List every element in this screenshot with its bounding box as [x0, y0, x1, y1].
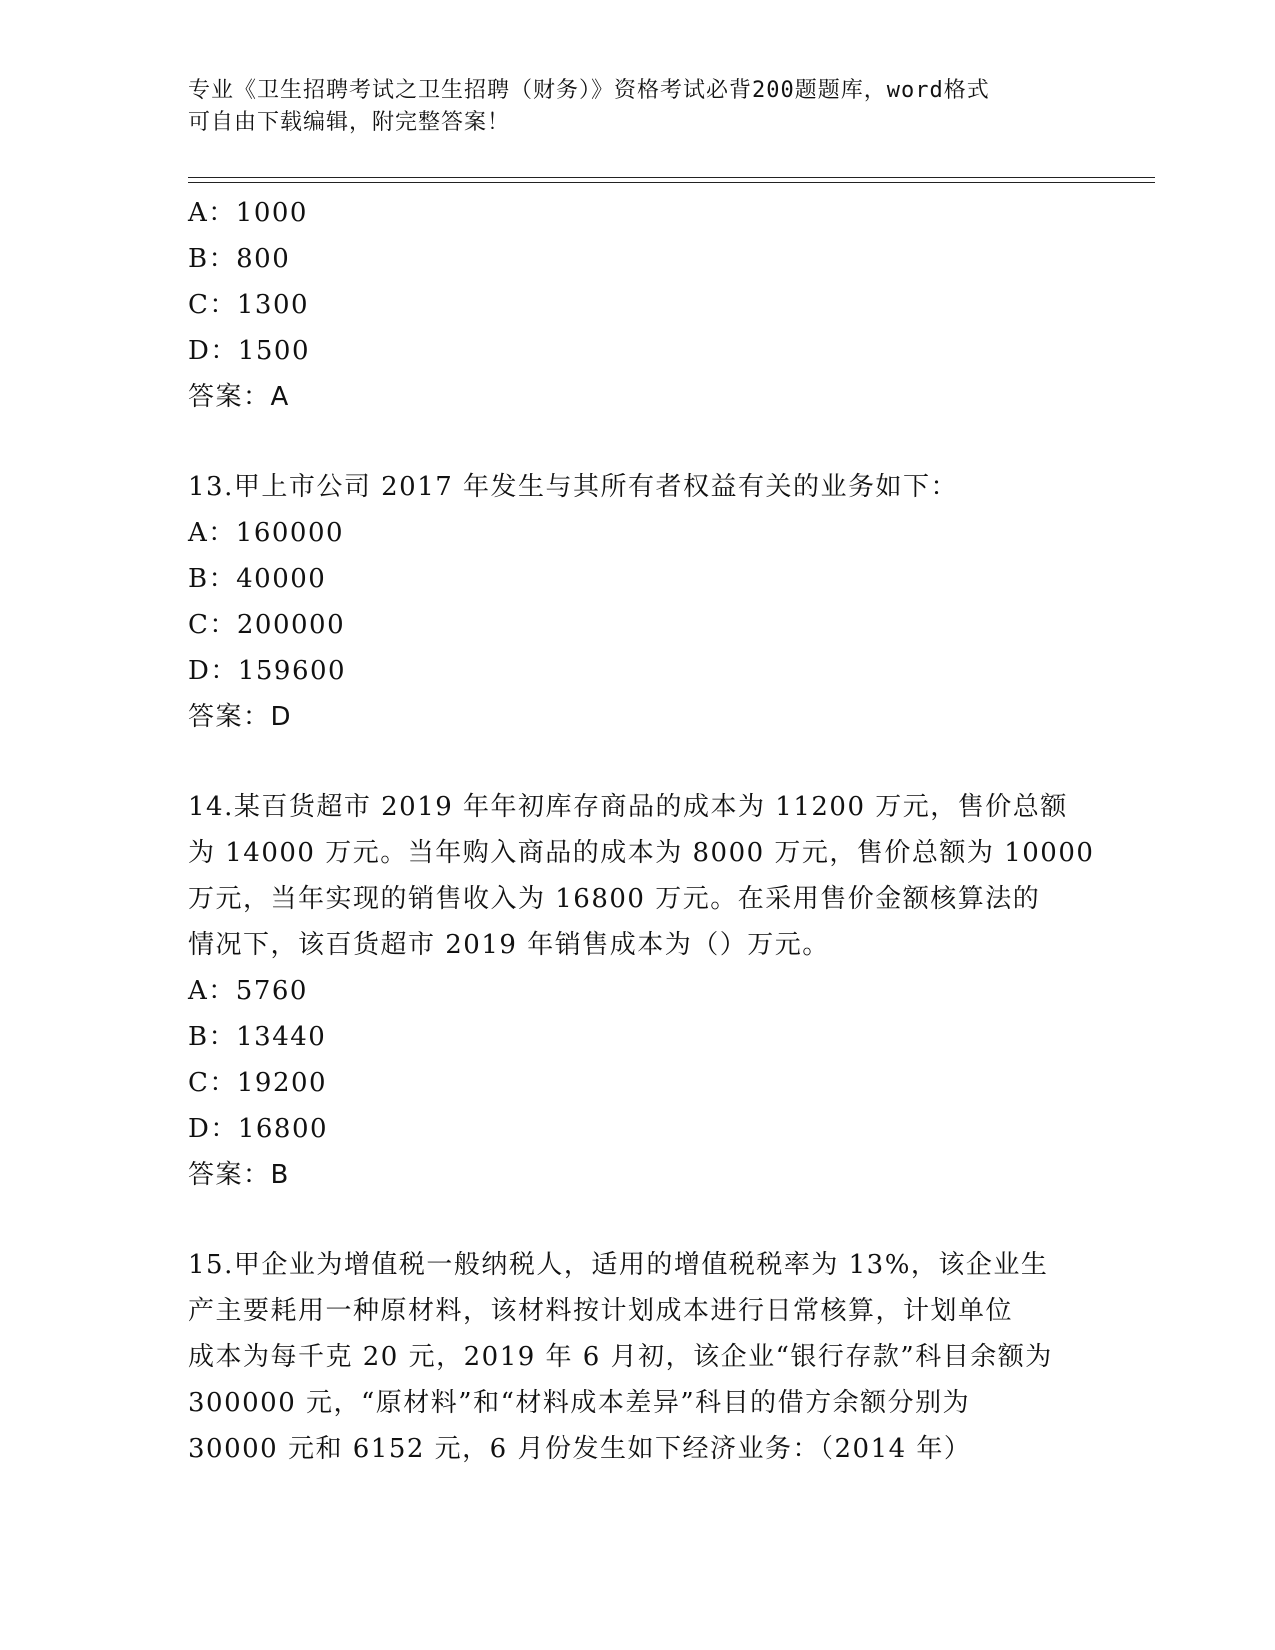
document-header: [188, 75, 1088, 139]
option-b: B：800: [188, 244, 291, 274]
option-a: A：160000: [188, 518, 345, 548]
option-a: A：5760: [188, 976, 308, 1006]
header-rule-top: [188, 177, 1155, 178]
option-a: A：1000: [188, 198, 308, 228]
header-line-1: 专业《卫生招聘考试之卫生招聘（财务）》资格考试必背200题题库，word格式: [188, 78, 990, 103]
question-stem-line: 情况下，该百货超市 2019 年销售成本为（）万元。: [188, 930, 830, 960]
option-c: C：19200: [188, 1068, 328, 1098]
question-stem-line: 成本为每千克 20 元，2019 年 6 月初，该企业“银行存款”科目余额为: [188, 1342, 1053, 1372]
option-c: C：200000: [188, 610, 346, 640]
option-d: D：16800: [188, 1114, 329, 1144]
option-d: D：159600: [188, 656, 347, 686]
header-rule-bottom: [188, 182, 1155, 183]
question-list: [188, 190, 1095, 1472]
question-stem-line: 30000 元和 6152 元，6 月份发生如下经济业务：（2014 年）: [188, 1434, 972, 1464]
option-d: D：1500: [188, 336, 311, 366]
option-b: B：13440: [188, 1022, 327, 1052]
answer-line: 答案：B: [188, 1160, 290, 1190]
option-b: B：40000: [188, 564, 327, 594]
question-15: [188, 1242, 1088, 1472]
spacer: [188, 420, 1088, 464]
question-12: [188, 190, 1088, 420]
answer-line: 答案：D: [188, 702, 293, 732]
question-stem-line: 产主要耗用一种原材料，该材料按计划成本进行日常核算，计划单位: [188, 1296, 1014, 1326]
spacer: [188, 740, 1088, 784]
question-stem-line: 300000 元，“原材料”和“材料成本差异”科目的借方余额分别为: [188, 1388, 971, 1418]
question-14: [188, 784, 1095, 1198]
question-stem-line: 15.甲企业为增值税一般纳税人，适用的增值税税率为 13%，该企业生: [188, 1250, 1049, 1280]
answer-line: 答案：A: [188, 382, 290, 412]
header-line-2: 可自由下载编辑，附完整答案！: [188, 110, 511, 135]
option-c: C：1300: [188, 290, 310, 320]
question-13: [188, 464, 1088, 740]
question-stem-line: 万元，当年实现的销售收入为 16800 万元。在采用售价金额核算法的: [188, 884, 1041, 914]
spacer: [188, 1198, 1088, 1242]
question-stem-line: 14.某百货超市 2019 年年初库存商品的成本为 11200 万元，售价总额: [188, 792, 1068, 822]
question-stem-line: 为 14000 万元。当年购入商品的成本为 8000 万元，售价总额为 10000: [188, 838, 1095, 868]
question-stem-line: 13.甲上市公司 2017 年发生与其所有者权益有关的业务如下：: [188, 472, 959, 502]
